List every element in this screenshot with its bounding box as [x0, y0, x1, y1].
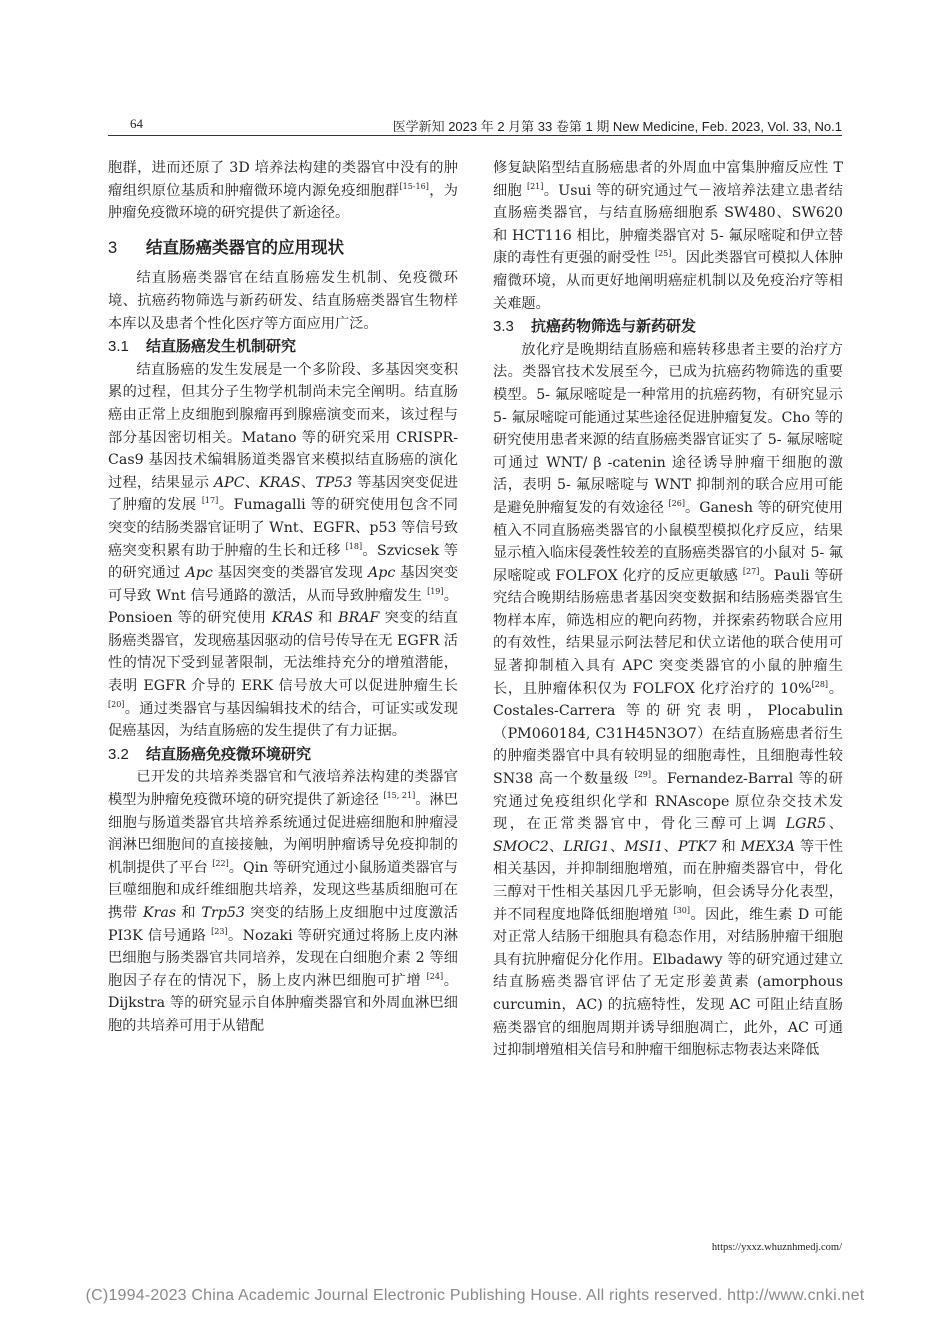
- citation: [20]: [108, 699, 125, 709]
- citation: [28]: [811, 679, 829, 689]
- citation: [26]: [668, 498, 685, 508]
- citation: [25]: [654, 249, 672, 259]
- section-3-3-heading: 3.3 抗癌药物筛选与新药研发: [493, 318, 697, 336]
- journal-citation: 医学新知 2023 年 2 月第 33 卷第 1 期 New Medicine, Feb. 2023, Vol. 33, No.1: [392, 119, 842, 134]
- citation: [15, 21]: [383, 791, 416, 801]
- running-header: [108, 110, 842, 136]
- citation: [30]: [673, 905, 690, 915]
- section-3-1-heading: 3.1 结直肠癌发生机制研究: [108, 338, 297, 356]
- section-3-heading: 3 结直肠癌类器官的应用现状: [108, 238, 344, 257]
- journal-url: https://yxxz.whuznhmedj.com/: [711, 1242, 842, 1253]
- section-3-2-heading: 3.2 结直肠癌免疫微环境研究: [108, 745, 312, 763]
- citation: [18]: [345, 541, 363, 551]
- citation: [24]: [426, 971, 444, 981]
- right-column: [493, 157, 843, 1062]
- citation: [15-16]: [399, 181, 429, 191]
- citation: [27]: [742, 566, 760, 576]
- citation: [17]: [201, 496, 219, 506]
- citation: [29]: [634, 770, 652, 780]
- citation: [22]: [212, 858, 229, 868]
- left-column: [108, 157, 458, 1038]
- citation: [21]: [526, 181, 544, 191]
- copyright-footer: (C)1994-2023 China Academic Journal Electronic Publishing House. All rights reserved. http://www.cnki.net: [85, 1287, 865, 1304]
- intro-paragraph: 胞群，进而还原了 3D 培养法构建的类器官中没有的肿瘤组织原位基质和肿瘤微环境内源免疫细胞群[15-16]，为肿瘤免疫微环境的研究提供了新途径。: [108, 160, 458, 222]
- section-3-2-paragraph: 已开发的共培养类器官和气液培养法构建的类器官模型为肿瘤免疫微环境的研究提供了新途径 [15, 21]。淋巴细胞与肠道类器官共培养系统通过促进癌细胞和肿瘤浸润淋巴细胞间的直接接触，为阐明肿瘤诱导免疫抑制的机制提供了平台 [22]。Qin 等研究通过小鼠肠道类器官与巨噬细胞和成纤维细胞共培养，发现这些基质细胞可在携带 Kras 和 Trp53 突变的结肠上皮细胞中过度激活 PI3K 信号通路 [23]。Nozaki 等研究通过将肠上皮内淋巴细胞与肠类器官共同培养，发现在白细胞介素 2 等细胞因子存在的情况下，肠上皮内淋巴细胞可扩增 [24]。Dijkstra 等的研究显示自体肿瘤类器官和外周血淋巴细胞的共培养可用于从错配: [108, 769, 459, 1034]
- section-3-1-paragraph: 结直肠癌的发生发展是一个多阶段、多基因突变积累的过程，但其分子生物学机制尚未完全阐明。结直肠癌由正常上皮细胞到腺瘤再到腺癌演变而来，该过程与部分基因密切相关。Matano 等的研究采用 CRISPR-Cas9 基因技术编辑肠道类器官来模拟结直肠癌的演化过程，结果显示 APC、KRAS、TP53 等基因突变促进了肿瘤的发展 [17]。Fumagalli 等的研究使用包含不同突变的结肠类器官证明了 Wnt、EGFR、p53 等信号致癌突变积累有助于肿瘤的生长和迁移 [18]。Szvicsek 等的研究通过 Apc 基因突变的类器官发现 Apc 基因突变可导致 Wnt 信号通路的激活，从而导致肿瘤发生 [19]。Ponsioen 等的研究使用 KRAS 和 BRAF 突变的结直肠癌类器官，发现癌基因驱动的信号传导在无 EGFR 活性的情况下受到显著限制，无法维持充分的增殖潜能，表明 EGFR 介导的 ERK 信号放大可以促进肿瘤生长 [20]。通过类器官与基因编辑技术的结合，可证实或发现促癌基因，为结直肠癌的发生提供了有力证据。: [108, 361, 459, 740]
- continued-paragraph: 修复缺陷型结直肠癌患者的外周血中富集肿瘤反应性 T 细胞 [21]。Usui 等的研究通过气－液培养法建立患者结直肠癌类器官，与结直肠癌细胞系 SW480、SW620 和 HCT116 相比，肿瘤类器官对 5- 氟尿嘧啶和伊立替康的毒性有更强的耐受性 [25]。因此类器官可模拟人体肿瘤微环境，从而更好地阐明癌症机制以及免疫治疗等相关难题。: [493, 160, 843, 312]
- section-3-paragraph: 结直肠癌类器官在结直肠癌发生机制、免疫微环境、抗癌药物筛选与新药研发、结直肠癌类器官生物样本库以及患者个性化医疗等方面应用广泛。: [108, 270, 458, 332]
- citation: [23]: [211, 926, 228, 936]
- section-3-3-paragraph: 放化疗是晚期结直肠癌和癌转移患者主要的治疗方法。类器官技术发展至今，已成为抗癌药物筛选的重要模型。5- 氟尿嘧啶是一种常用的抗癌药物，有研究显示 5- 氟尿嘧啶可能通过某些途径促进肿瘤复发。Cho 等的研究使用患者来源的结直肠癌类器官证实了 5- 氟尿嘧啶可通过 WNT/ β -catenin 途径诱导肿瘤干细胞的激活，表明 5- 氟尿嘧啶与 WNT 抑制剂的联合应用可能是避免肿瘤复发的有效途径 [26]。Ganesh 等的研究使用植入不同直肠癌类器官的小鼠模型模拟化疗反应，结果显示植入临床侵袭性较差的直肠癌类器官的小鼠对 5- 氟尿嘧啶或 FOLFOX 化疗的反应更敏感 [27]。Pauli 等研究结合晚期结肠癌患者基因突变数据和结肠癌类器官生物样本库，筛选相应的靶向药物，并探索药物联合应用的有效性，结果显示阿法替尼和伏立诺他的联合使用可显著抑制植入具有 APC 突变类器官的小鼠的肿瘤生长，且肿瘤体积仅为 FOLFOX 化疗治疗的 10%[28]。Costales-Carrera 等的研究表明，Plocabulin（PM060184, C31H45N3O7）在结直肠癌患者衍生的肿瘤类器官中具有较明显的细胞毒性，且细胞毒性较 SN38 高一个数量级 [29]。Fernandez-Barral 等的研究通过免疫组织化学和 RNAscope 原位杂交技术发现，在正常类器官中，骨化三醇可上调 LGR5、SMOC2、LRIG1、MSI1、PTK7 和 MEX3A 等干性相关基因，并抑制细胞增殖，而在肿瘤类器官中，骨化三醇对干性相关基因几乎无影响，但会诱导分化表型，并不同程度地降低细胞增殖 [30]。因此，维生素 D 可能对正常人结肠干细胞具有稳态作用，对结肠肿瘤干细胞具有抗肿瘤促分化作用。Elbadawy 等的研究通过建立结直肠癌类器官评估了无定形姜黄素 (amorphous curcumin，AC) 的抗癌特性，发现 AC 可阻止结直肠癌类器官的细胞周期并诱导细胞凋亡，此外，AC 可通过抑制增殖相关信号和肿瘤干细胞标志物表达来降低: [493, 341, 843, 1059]
- citation: [19]: [427, 586, 444, 596]
- header-rule: [108, 135, 842, 136]
- page-number: 64: [130, 116, 143, 131]
